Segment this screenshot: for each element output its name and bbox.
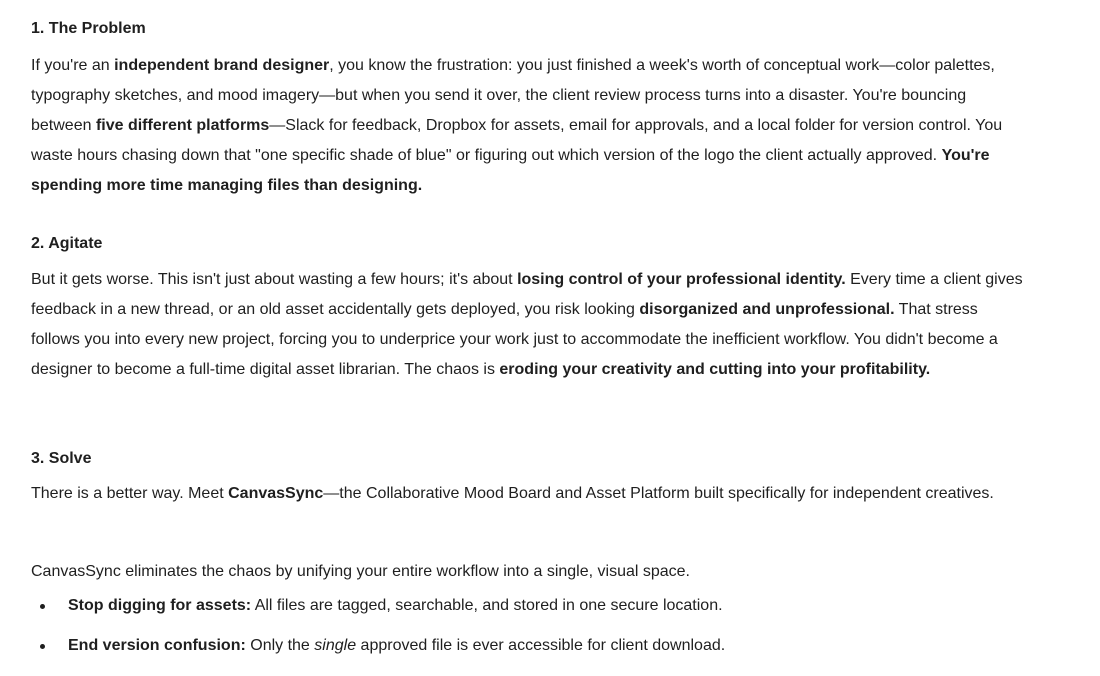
section-heading-agitate: 2. Agitate bbox=[31, 235, 103, 252]
list-item-assets: Stop digging for assets: All files are tagged, searchable, and stored in one secure location. bbox=[31, 596, 1031, 636]
solve-summary-paragraph: CanvasSync eliminates the chaos by unifying your entire workflow into a single, visual space. bbox=[31, 563, 690, 580]
section-heading-problem: 1. The Problem bbox=[31, 20, 146, 37]
bullet-icon bbox=[40, 604, 45, 609]
problem-paragraph: If you're an independent brand designer, you know the frustration: you just finished a week's worth of conceptual work—color palettes, typography sketches, and mood imagery—but when you send it over, the client review process turns into a disaster. You're bouncing between five different platforms—Slack for feedback, Dropbox for assets, email for approvals, and a local folder for version control. You waste hours chasing down that "one specific shade of blue" or figuring out which version of the logo the client actually approved. You're spending more time managing files than designing. bbox=[31, 57, 1003, 194]
list-item-version: End version confusion: Only the single approved file is ever accessible for client download. bbox=[31, 636, 1031, 676]
solve-intro-paragraph: There is a better way. Meet CanvasSync—the Collaborative Mood Board and Asset Platform built specifically for independent creatives. bbox=[31, 485, 994, 502]
section-heading-solve: 3. Solve bbox=[31, 450, 92, 467]
benefits-list bbox=[31, 596, 1031, 676]
agitate-paragraph: But it gets worse. This isn't just about wasting a few hours; it's about losing control of your professional identity. Every time a client gives feedback in a new thread, or an old asset accidentally gets deployed, you risk looking disorganized and unprofessional. That stress follows you into every new project, forcing you to underprice your work just to accommodate the inefficient workflow. You didn't become a designer to become a full-time digital asset librarian. The chaos is eroding your creativity and cutting into your profitability. bbox=[31, 271, 1023, 378]
bullet-icon bbox=[40, 644, 45, 649]
